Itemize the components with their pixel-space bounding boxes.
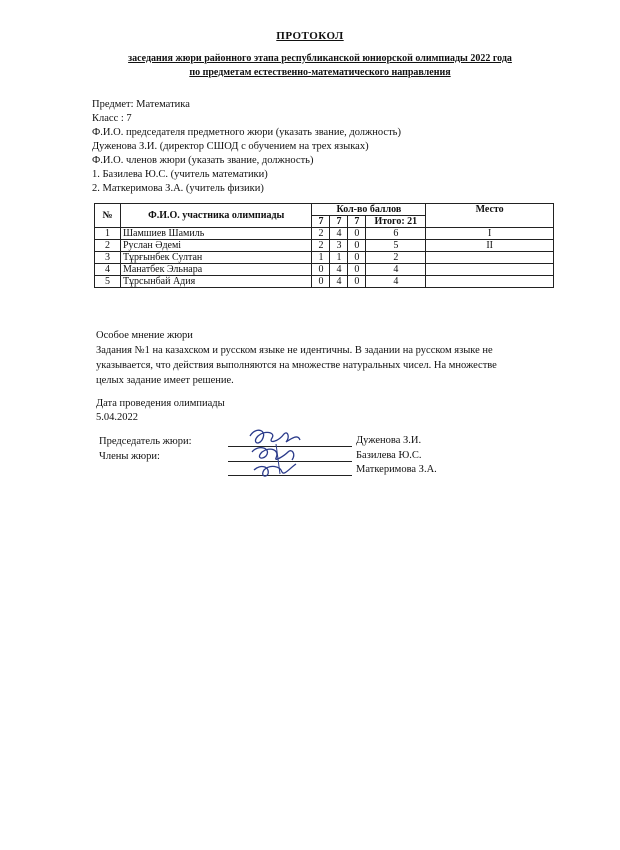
info-block — [92, 98, 592, 196]
chair-name: Дуженова З.И. — [356, 435, 422, 446]
row-score-3: 0 — [348, 228, 366, 240]
row-num: 4 — [95, 264, 121, 276]
header-score: Кол-во баллов — [312, 204, 426, 216]
header-problem-1: 7 — [312, 216, 330, 228]
grade-line: Класс : 7 — [92, 113, 132, 124]
member2-name: Маткеримова З.А. — [356, 464, 437, 475]
row-name: Тұрсынбай Адия — [120, 276, 312, 288]
chair-label: Ф.И.О. председателя предметного жюри (указать звание, должность) — [92, 127, 401, 138]
document-title: ПРОТОКОЛ — [276, 30, 344, 42]
header-name: Ф.И.О. участника олимпиады — [120, 204, 312, 228]
row-place — [426, 276, 554, 288]
row-place — [426, 264, 554, 276]
header-num: № — [95, 204, 121, 228]
jury-opinion — [96, 328, 586, 388]
opinion-line-2: указывается, что действия выполняются на множестве натуральных чисел. На множестве — [96, 360, 497, 371]
header-problem-3: 7 — [348, 216, 366, 228]
row-total: 6 — [366, 228, 426, 240]
members-signature-label: Члены жюри: — [99, 451, 160, 462]
row-score-2: 4 — [330, 276, 348, 288]
row-place — [426, 252, 554, 264]
chair-value: Дуженова З.И. (директор СШОД с обучением на трех языках) — [92, 141, 369, 152]
row-name: Руслан Әдемі — [120, 240, 312, 252]
members-label: Ф.И.О. членов жюри (указать звание, должность) — [92, 155, 314, 166]
row-score-3: 0 — [348, 276, 366, 288]
row-name: Тұрғынбек Султан — [120, 252, 312, 264]
subject-line: Предмет: Математика — [92, 99, 190, 110]
row-place: I — [426, 228, 554, 240]
member1-name: Базилева Ю.С. — [356, 450, 422, 461]
row-score-1: 0 — [312, 264, 330, 276]
row-num: 1 — [95, 228, 121, 240]
handwritten-signatures — [246, 424, 306, 482]
row-total: 2 — [366, 252, 426, 264]
results-table — [94, 203, 554, 288]
row-score-2: 1 — [330, 252, 348, 264]
row-place: II — [426, 240, 554, 252]
header-total: Итого: 21 — [366, 216, 426, 228]
table-row — [95, 240, 554, 252]
opinion-title: Особое мнение жюри — [96, 330, 193, 341]
header-problem-2: 7 — [330, 216, 348, 228]
row-num: 2 — [95, 240, 121, 252]
header-place: Место — [426, 204, 554, 228]
date-value: 5.04.2022 — [96, 412, 138, 423]
date-block — [96, 397, 225, 425]
row-score-2: 4 — [330, 264, 348, 276]
row-name: Шамшиев Шамиль — [120, 228, 312, 240]
row-score-1: 1 — [312, 252, 330, 264]
table-row — [95, 228, 554, 240]
opinion-line-1: Задания №1 на казахском и русском языке не идентичны. В задании на русском языке не — [96, 345, 493, 356]
table-row — [95, 276, 554, 288]
row-total: 4 — [366, 276, 426, 288]
member-2-line: 2. Маткеримова З.А. (учитель физики) — [92, 183, 264, 194]
row-score-1: 0 — [312, 276, 330, 288]
subtitle-line-1: заседания жюри районного этапа республиканской юниорской олимпиады 2022 года — [128, 53, 512, 64]
chair-signature-label: Председатель жюри: — [99, 436, 192, 447]
row-name: Манатбек Эльнара — [120, 264, 312, 276]
row-score-3: 0 — [348, 252, 366, 264]
opinion-line-3: целых задание имеет решение. — [96, 375, 234, 386]
row-total: 5 — [366, 240, 426, 252]
row-total: 4 — [366, 264, 426, 276]
table-row — [95, 264, 554, 276]
row-num: 5 — [95, 276, 121, 288]
row-score-3: 0 — [348, 264, 366, 276]
table-row — [95, 252, 554, 264]
row-num: 3 — [95, 252, 121, 264]
date-label: Дата проведения олимпиады — [96, 398, 225, 409]
row-score-1: 2 — [312, 228, 330, 240]
document-subtitle — [60, 52, 580, 80]
member-1-line: 1. Базилева Ю.С. (учитель математики) — [92, 169, 268, 180]
row-score-1: 2 — [312, 240, 330, 252]
subtitle-line-2: по предметам естественно-математического направления — [189, 67, 451, 78]
row-score-3: 0 — [348, 240, 366, 252]
row-score-2: 3 — [330, 240, 348, 252]
table-header-row — [95, 204, 554, 216]
row-score-2: 4 — [330, 228, 348, 240]
